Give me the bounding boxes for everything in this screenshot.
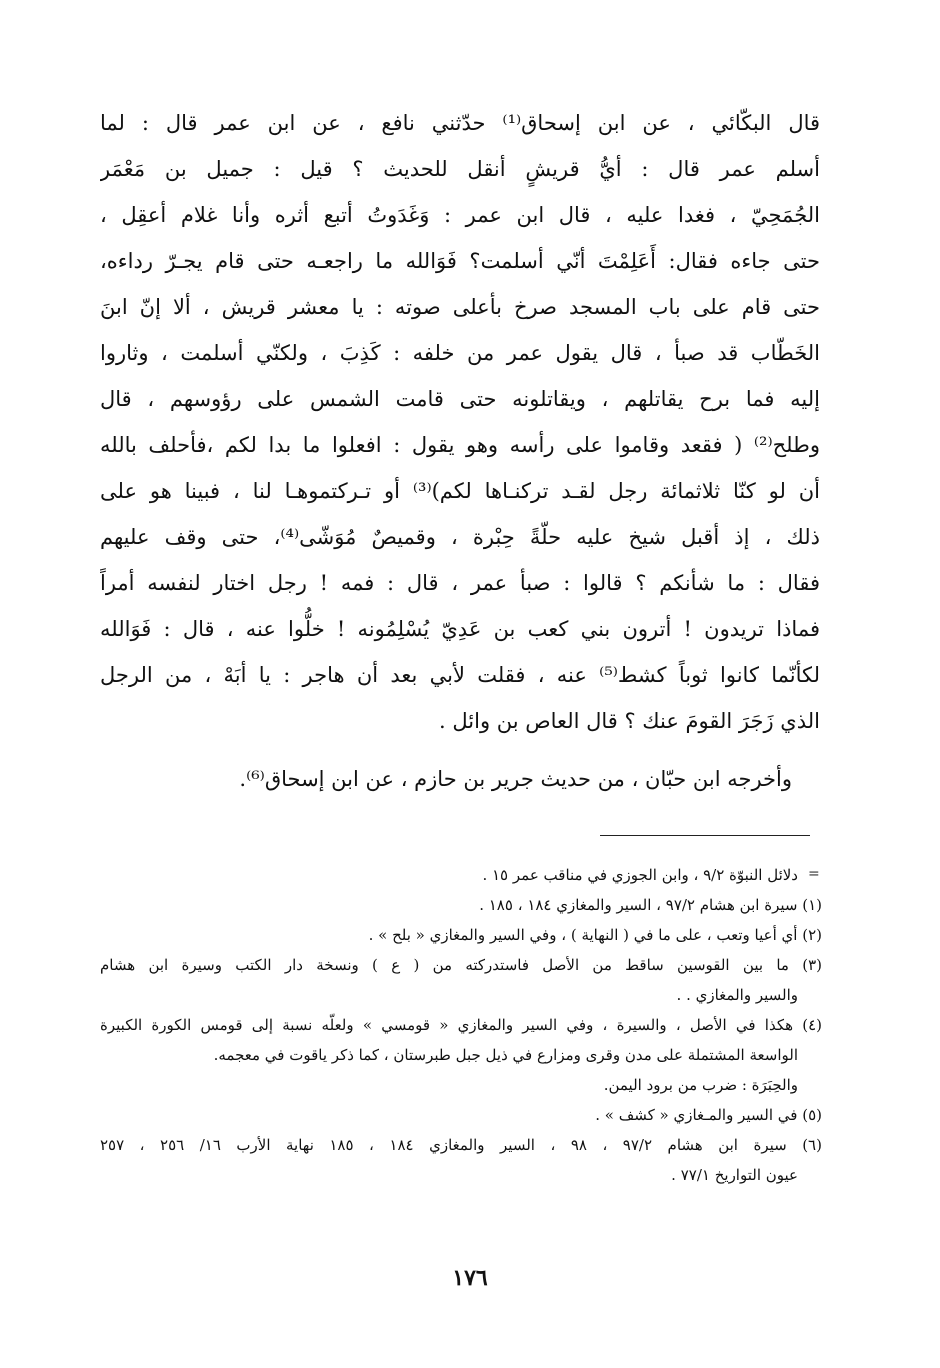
text-line-11: فقال : ما شأنكم ؟ قالوا : صبأ عمر ، قال : فمه ! رجل اختار لنفسه أمراً — [100, 571, 820, 595]
footnote-2: (٢) أي أعيا وتعب ، على ما في ( النهاية ) ، وفي السير والمغازي « بلح » . — [368, 926, 822, 944]
text-line-12: فماذا تريدون ! أترون بني كعب بن عَدِيّ يُسْلِمُونه ! خلُّوا عنه ، قال : فَوَالله — [100, 617, 820, 641]
footnote-4: (٤) هكذا في الأصل ، والسيرة ، وفي السير والمغازي « قومسي » ولعلّه نسبة إلى قومس الكورة الكبيرة — [100, 1016, 822, 1034]
continuation-marker: = — [808, 866, 820, 882]
text-line-8: وطلح⁽²⁾ ( فقعد وقاموا على رأسه وهو يقول : افعلوا ما بدا لكم ،فأحلف بالله — [100, 433, 820, 457]
text-line-14: الذي زَجَرَ القومَ عنك ؟ قال العاص بن وائل . — [439, 709, 820, 733]
footnote-1: (١) سيرة ابن هشام ٩٧/٢ ، السير والمغازي ١٨٤ ، ١٨٥ . — [479, 896, 822, 914]
footnote-6: (٦) سيرة ابن هشام ٩٧/٢ ، ٩٨ ، السير والمغازي ١٨٤ ، ١٨٥ نهاية الأرب ١٦/ ٢٥٦ ، ٢٥٧ — [100, 1136, 822, 1154]
main-text — [100, 100, 820, 802]
footnote-3-cont: والسير والمغازي . . — [676, 986, 798, 1004]
closing-paragraph: وأخرجه ابن حبّان ، من حديث جرير بن حازم ، عن ابن إسحاق⁽⁶⁾. — [239, 767, 792, 791]
text-line-9: أن لو كنّا ثلاثمائة رجل لقـد تركنـاها لكم)⁽³⁾ أو تـركتموهـا لنا ، فبينا هو على — [100, 479, 820, 503]
paragraph-gap — [100, 744, 820, 756]
text-line-6: الخَطّاب قد صبأ ، قال يقول عمر من خلفه : كَذِبَ ، ولكنّي أسلمت ، وثاروا — [100, 341, 820, 365]
footnote-5: (٥) في السير والمـغازي « كشف » . — [595, 1106, 822, 1124]
footnote-4-cont: الواسعة المشتملة على مدن وقرى ومزارع في ذيل جبل طبرستان ، كما ذكر ياقوت في معجمه. — [213, 1046, 798, 1064]
text-line-13: لكأنّما كانوا ثوباً كشط⁽⁵⁾ عنه ، فقلت لأبي بعد أن هاجر : يا أبَهْ ، من الرجل — [100, 663, 820, 687]
text-line-1: قال البكّائي ، عن ابن إسحاق⁽¹⁾ حدّثني نافع ، عن ابن عمر قال : لما — [100, 111, 820, 135]
footnote-4-cont-2: والحِبَرَة : ضرب من برود اليمن. — [603, 1076, 798, 1094]
text-line-10: ذلك ، إذ أقبل شيخ عليه حلّةً حِبْرة ، وقميصٌ مُوَشّى⁽⁴⁾، حتى وقف عليهم — [100, 525, 820, 549]
text-line-4: حتى جاءه فقال: أَعَلِمْتَ أنّي أسلمت؟ فَوَالله ما راجعـه حتى قام يجـرّ رداءه، — [100, 249, 820, 273]
footnote-continuation: دلائل النبوّة ٩/٢ ، وابن الجوزي في مناقب عمر ١٥ . — [482, 866, 798, 884]
text-line-5: حتى قام على باب المسجد صرخ بأعلى صوته : يا معشر قريش ، ألا إنّ ابنَ — [100, 295, 820, 319]
footnote-separator — [600, 835, 810, 836]
text-line-7: إليه فما برح يقاتلهم ، ويقاتلونه حتى قامت الشمس على رؤوسهم ، قال — [100, 387, 820, 411]
footnote-3: (٣) ما بين القوسين ساقط من الأصل فاستدركته من ( ع ) ونسخة دار الكتب وسيرة ابن هشام — [100, 956, 822, 974]
footnote-6-cont: عيون التواريخ ٧٧/١ . — [671, 1166, 798, 1184]
text-line-3: الجُمَحِيّ ، فغدا عليه ، قال ابن عمر : وَغَدَوتُ أتبع أثره وأنا غلام أعقِل ، — [100, 203, 820, 227]
text-line-2: أسلم عمر قال : أيُّ قريشٍ أنقل للحديث ؟ قيل : جميل بن مَعْمَر — [100, 157, 820, 181]
page-number: ١٧٦ — [452, 1265, 488, 1291]
footnotes — [100, 860, 822, 1190]
